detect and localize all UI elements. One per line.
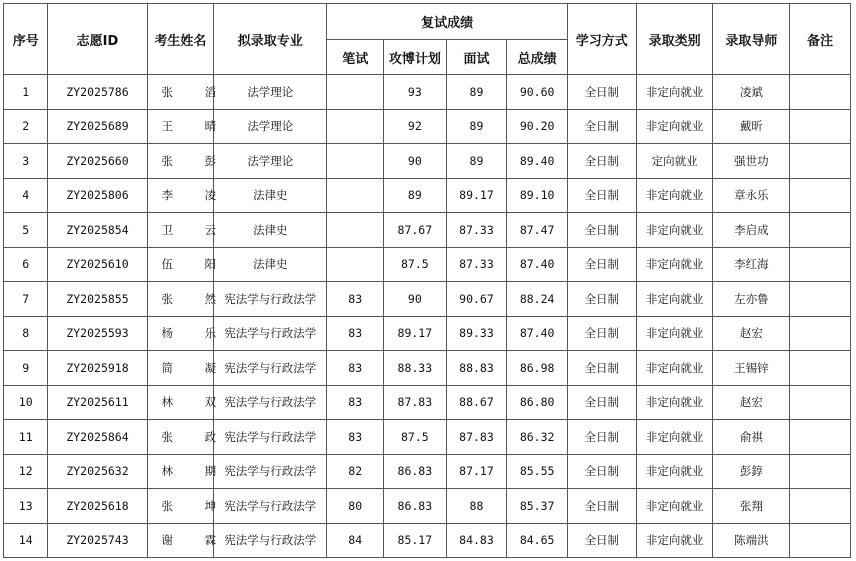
header-advisor: 录取导师 xyxy=(713,4,790,75)
student-name-cell xyxy=(147,316,231,351)
plan-score-cell: 85.17 xyxy=(384,523,447,558)
seq-cell: 11 xyxy=(4,420,48,455)
app-id-cell: ZY2025855 xyxy=(48,282,147,317)
major-cell: 法律史 xyxy=(214,247,327,282)
seq-cell: 2 xyxy=(4,109,48,144)
written-score-cell xyxy=(327,213,384,248)
app-id-cell: ZY2025743 xyxy=(48,523,147,558)
advisor-cell: 赵宏 xyxy=(713,316,790,351)
student-name-text: 张 滔 xyxy=(161,84,231,99)
major-cell: 法学理论 xyxy=(214,144,327,179)
study-mode-cell: 全日制 xyxy=(567,351,636,386)
written-score-cell xyxy=(327,109,384,144)
app-id-cell: ZY2025660 xyxy=(48,144,147,179)
plan-score-cell: 89.17 xyxy=(384,316,447,351)
student-name-text: 王 晴 xyxy=(161,119,231,134)
student-name-text: 卫 云 xyxy=(161,222,231,237)
remarks-cell xyxy=(790,247,851,282)
written-score-cell: 83 xyxy=(327,385,384,420)
app-id-cell: ZY2025864 xyxy=(48,420,147,455)
student-name-cell xyxy=(147,351,231,386)
advisor-cell: 李红海 xyxy=(713,247,790,282)
remarks-cell xyxy=(790,523,851,558)
app-id-cell: ZY2025632 xyxy=(48,454,147,489)
plan-score-cell: 88.33 xyxy=(384,351,447,386)
seq-cell: 8 xyxy=(4,316,48,351)
student-name-cell xyxy=(147,420,231,455)
study-mode-cell: 全日制 xyxy=(567,75,636,110)
written-score-cell xyxy=(327,178,384,213)
advisor-cell: 彭錞 xyxy=(713,454,790,489)
remarks-cell xyxy=(790,282,851,317)
table-row xyxy=(4,178,851,213)
table-row xyxy=(4,316,851,351)
total-score-cell: 86.98 xyxy=(507,351,568,386)
category-cell: 非定向就业 xyxy=(636,282,713,317)
total-score-cell: 84.65 xyxy=(507,523,568,558)
advisor-cell: 张翔 xyxy=(713,489,790,524)
advisor-cell: 戴昕 xyxy=(713,109,790,144)
interview-score-cell: 90.67 xyxy=(446,282,507,317)
total-score-cell: 90.60 xyxy=(507,75,568,110)
table-row xyxy=(4,351,851,386)
student-name-text: 张 彭 xyxy=(161,153,231,168)
header-major: 拟录取专业 xyxy=(214,4,327,75)
study-mode-cell: 全日制 xyxy=(567,385,636,420)
header-seq: 序号 xyxy=(4,4,48,75)
student-name-cell xyxy=(147,75,231,110)
table-row xyxy=(4,75,851,110)
interview-score-cell: 88.83 xyxy=(446,351,507,386)
student-name-cell xyxy=(147,109,231,144)
written-score-cell: 83 xyxy=(327,351,384,386)
remarks-cell xyxy=(790,351,851,386)
total-score-cell: 85.55 xyxy=(507,454,568,489)
category-cell: 非定向就业 xyxy=(636,213,713,248)
written-score-cell: 83 xyxy=(327,420,384,455)
table-row xyxy=(4,213,851,248)
major-cell: 法律史 xyxy=(214,178,327,213)
student-name-cell xyxy=(147,489,231,524)
app-id-cell: ZY2025611 xyxy=(48,385,147,420)
seq-cell: 4 xyxy=(4,178,48,213)
advisor-cell: 章永乐 xyxy=(713,178,790,213)
interview-score-cell: 84.83 xyxy=(446,523,507,558)
study-mode-cell: 全日制 xyxy=(567,489,636,524)
table-row xyxy=(4,523,851,558)
plan-score-cell: 87.67 xyxy=(384,213,447,248)
app-id-cell: ZY2025918 xyxy=(48,351,147,386)
plan-score-cell: 86.83 xyxy=(384,454,447,489)
plan-score-cell: 90 xyxy=(384,144,447,179)
table-row xyxy=(4,247,851,282)
header-name: 考生姓名 xyxy=(147,4,214,75)
header-total: 总成绩 xyxy=(507,40,568,75)
remarks-cell xyxy=(790,316,851,351)
written-score-cell xyxy=(327,247,384,282)
category-cell: 非定向就业 xyxy=(636,247,713,282)
written-score-cell: 82 xyxy=(327,454,384,489)
student-name-cell xyxy=(147,213,231,248)
major-cell: 法学理论 xyxy=(214,109,327,144)
advisor-cell: 左亦鲁 xyxy=(713,282,790,317)
header-written: 笔试 xyxy=(327,40,384,75)
major-cell: 宪法学与行政法学 xyxy=(214,454,327,489)
major-cell: 宪法学与行政法学 xyxy=(214,385,327,420)
category-cell: 非定向就业 xyxy=(636,351,713,386)
student-name-cell xyxy=(147,282,231,317)
app-id-cell: ZY2025689 xyxy=(48,109,147,144)
student-name-text: 李 凌 xyxy=(161,188,231,203)
remarks-cell xyxy=(790,75,851,110)
advisor-cell: 赵宏 xyxy=(713,385,790,420)
interview-score-cell: 87.33 xyxy=(446,247,507,282)
written-score-cell: 83 xyxy=(327,316,384,351)
category-cell: 非定向就业 xyxy=(636,75,713,110)
major-cell: 宪法学与行政法学 xyxy=(214,316,327,351)
study-mode-cell: 全日制 xyxy=(567,213,636,248)
total-score-cell: 89.10 xyxy=(507,178,568,213)
student-name-text: 张 然 xyxy=(161,291,231,306)
student-name-text: 张 坤 xyxy=(161,498,231,513)
advisor-cell: 俞祺 xyxy=(713,420,790,455)
study-mode-cell: 全日制 xyxy=(567,282,636,317)
total-score-cell: 86.80 xyxy=(507,385,568,420)
student-name-cell xyxy=(147,385,231,420)
interview-score-cell: 87.17 xyxy=(446,454,507,489)
table-row xyxy=(4,420,851,455)
seq-cell: 7 xyxy=(4,282,48,317)
advisor-cell: 凌斌 xyxy=(713,75,790,110)
written-score-cell xyxy=(327,144,384,179)
written-score-cell: 84 xyxy=(327,523,384,558)
table-row xyxy=(4,489,851,524)
plan-score-cell: 87.5 xyxy=(384,420,447,455)
header-retest-group: 复试成绩 xyxy=(327,4,568,40)
table-body xyxy=(4,75,851,558)
header-plan: 攻博计划 xyxy=(384,40,447,75)
remarks-cell xyxy=(790,489,851,524)
major-cell: 宪法学与行政法学 xyxy=(214,489,327,524)
plan-score-cell: 93 xyxy=(384,75,447,110)
seq-cell: 3 xyxy=(4,144,48,179)
student-name-text: 伍 阳 xyxy=(161,257,231,272)
remarks-cell xyxy=(790,454,851,489)
header-remarks: 备注 xyxy=(790,4,851,75)
category-cell: 非定向就业 xyxy=(636,454,713,489)
category-cell: 非定向就业 xyxy=(636,489,713,524)
study-mode-cell: 全日制 xyxy=(567,247,636,282)
interview-score-cell: 89.17 xyxy=(446,178,507,213)
app-id-cell: ZY2025610 xyxy=(48,247,147,282)
table-row xyxy=(4,454,851,489)
interview-score-cell: 89 xyxy=(446,144,507,179)
student-name-text: 谢 霖 xyxy=(161,533,231,548)
remarks-cell xyxy=(790,144,851,179)
seq-cell: 5 xyxy=(4,213,48,248)
major-cell: 宪法学与行政法学 xyxy=(214,523,327,558)
interview-score-cell: 88 xyxy=(446,489,507,524)
header-app-id: 志愿ID xyxy=(48,4,147,75)
plan-score-cell: 86.83 xyxy=(384,489,447,524)
table-row xyxy=(4,144,851,179)
total-score-cell: 90.20 xyxy=(507,109,568,144)
seq-cell: 13 xyxy=(4,489,48,524)
student-name-text: 张 政 xyxy=(161,429,231,444)
plan-score-cell: 87.83 xyxy=(384,385,447,420)
interview-score-cell: 88.67 xyxy=(446,385,507,420)
student-name-cell xyxy=(147,523,231,558)
student-name-text: 林 期 xyxy=(161,464,231,479)
category-cell: 非定向就业 xyxy=(636,385,713,420)
header-interview: 面试 xyxy=(446,40,507,75)
category-cell: 非定向就业 xyxy=(636,420,713,455)
category-cell: 非定向就业 xyxy=(636,178,713,213)
study-mode-cell: 全日制 xyxy=(567,523,636,558)
advisor-cell: 强世功 xyxy=(713,144,790,179)
app-id-cell: ZY2025806 xyxy=(48,178,147,213)
remarks-cell xyxy=(790,213,851,248)
seq-cell: 12 xyxy=(4,454,48,489)
interview-score-cell: 87.83 xyxy=(446,420,507,455)
header-category: 录取类别 xyxy=(636,4,713,75)
interview-score-cell: 87.33 xyxy=(446,213,507,248)
study-mode-cell: 全日制 xyxy=(567,109,636,144)
table-row xyxy=(4,282,851,317)
advisor-cell: 李启成 xyxy=(713,213,790,248)
study-mode-cell: 全日制 xyxy=(567,178,636,213)
app-id-cell: ZY2025786 xyxy=(48,75,147,110)
student-name-cell xyxy=(147,178,231,213)
written-score-cell xyxy=(327,75,384,110)
plan-score-cell: 90 xyxy=(384,282,447,317)
table-row xyxy=(4,385,851,420)
major-cell: 法学理论 xyxy=(214,75,327,110)
major-cell: 宪法学与行政法学 xyxy=(214,420,327,455)
student-name-cell xyxy=(147,144,231,179)
seq-cell: 9 xyxy=(4,351,48,386)
written-score-cell: 83 xyxy=(327,282,384,317)
total-score-cell: 86.32 xyxy=(507,420,568,455)
student-name-text: 林 双 xyxy=(161,395,231,410)
interview-score-cell: 89.33 xyxy=(446,316,507,351)
seq-cell: 6 xyxy=(4,247,48,282)
advisor-cell: 王锡锌 xyxy=(713,351,790,386)
app-id-cell: ZY2025618 xyxy=(48,489,147,524)
category-cell: 非定向就业 xyxy=(636,109,713,144)
total-score-cell: 89.40 xyxy=(507,144,568,179)
total-score-cell: 87.40 xyxy=(507,247,568,282)
plan-score-cell: 89 xyxy=(384,178,447,213)
study-mode-cell: 全日制 xyxy=(567,420,636,455)
interview-score-cell: 89 xyxy=(446,75,507,110)
plan-score-cell: 87.5 xyxy=(384,247,447,282)
study-mode-cell: 全日制 xyxy=(567,144,636,179)
total-score-cell: 87.47 xyxy=(507,213,568,248)
major-cell: 宪法学与行政法学 xyxy=(214,282,327,317)
total-score-cell: 88.24 xyxy=(507,282,568,317)
seq-cell: 1 xyxy=(4,75,48,110)
total-score-cell: 87.40 xyxy=(507,316,568,351)
app-id-cell: ZY2025854 xyxy=(48,213,147,248)
category-cell: 非定向就业 xyxy=(636,523,713,558)
seq-cell: 14 xyxy=(4,523,48,558)
interview-score-cell: 89 xyxy=(446,109,507,144)
remarks-cell xyxy=(790,420,851,455)
admission-table xyxy=(3,3,851,558)
remarks-cell xyxy=(790,178,851,213)
student-name-text: 杨 乐 xyxy=(161,326,231,341)
study-mode-cell: 全日制 xyxy=(567,454,636,489)
remarks-cell xyxy=(790,109,851,144)
student-name-cell xyxy=(147,247,231,282)
plan-score-cell: 92 xyxy=(384,109,447,144)
seq-cell: 10 xyxy=(4,385,48,420)
major-cell: 宪法学与行政法学 xyxy=(214,351,327,386)
remarks-cell xyxy=(790,385,851,420)
study-mode-cell: 全日制 xyxy=(567,316,636,351)
header-study-mode: 学习方式 xyxy=(567,4,636,75)
major-cell: 法律史 xyxy=(214,213,327,248)
written-score-cell: 80 xyxy=(327,489,384,524)
table-row xyxy=(4,109,851,144)
advisor-cell: 陈端洪 xyxy=(713,523,790,558)
total-score-cell: 85.37 xyxy=(507,489,568,524)
student-name-text: 简 凝 xyxy=(161,360,231,375)
category-cell: 定向就业 xyxy=(636,144,713,179)
category-cell: 非定向就业 xyxy=(636,316,713,351)
app-id-cell: ZY2025593 xyxy=(48,316,147,351)
student-name-cell xyxy=(147,454,231,489)
